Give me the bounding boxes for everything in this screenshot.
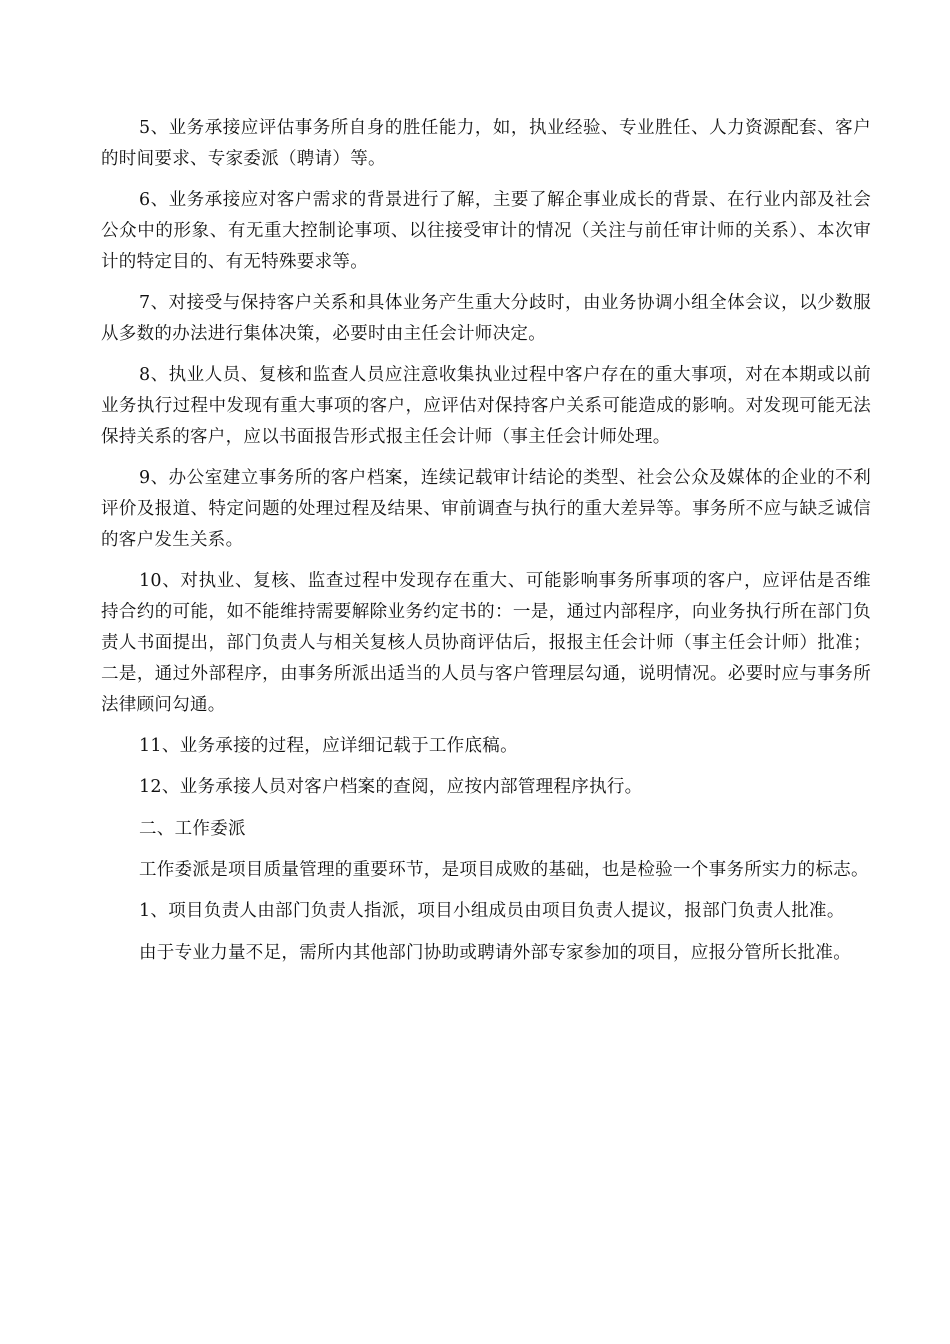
paragraph-item-9: 9、办公室建立事务所的客户档案，连续记载审计结论的类型、社会公众及媒体的企业的不利评价及报道、特定问题的处理过程及结果、审前调查与执行的重大差异等。事务所不应与缺乏诚信的客户发生关系。	[101, 468, 871, 550]
paragraph-item-5: 5、业务承接应评估事务所自身的胜任能力，如，执业经验、专业胜任、人力资源配套、客户的时间要求、专家委派（聘请）等。	[101, 118, 871, 169]
paragraph-item-12: 12、业务承接人员对客户档案的查阅，应按内部管理程序执行。	[139, 777, 643, 798]
section-heading-work-assignment: 二、工作委派	[139, 818, 246, 839]
paragraph-item-11: 11、业务承接的过程，应详细记载于工作底稿。	[139, 735, 518, 756]
paragraph-item-7: 7、对接受与保持客户关系和具体业务产生重大分歧时，由业务协调小组全体会议，以少数服从多数的办法进行集体决策，必要时由主任会计师决定。	[101, 293, 871, 344]
paragraph-intro: 工作委派是项目质量管理的重要环节，是项目成败的基础，也是检验一个事务所实力的标志。	[139, 860, 869, 881]
paragraph-item-10: 10、对执业、复核、监查过程中发现存在重大、可能影响事务所事项的客户，应评估是否维持合约的可能，如不能维持需要解除业务约定书的：一是，通过内部程序，向业务执行所在部门负责人书面提出，部门负责人与相关复核人员协商评估后，报报主任会计师（事主任会计师）批准；二是，通过外部程序，由事务所派出适当的人员与客户管理层勾通，说明情况。必要时应与事务所法律顾问勾通。	[101, 571, 871, 715]
paragraph-external-experts: 由于专业力量不足，需所内其他部门协助或聘请外部专家参加的项目，应报分管所长批准。	[139, 942, 851, 963]
paragraph-item-8: 8、执业人员、复核和监查人员应注意收集执业过程中客户存在的重大事项，对在本期或以前业务执行过程中发现有重大事项的客户，应评估对保持客户关系可能造成的影响。对发现可能无法保持关系的客户，应以书面报告形式报主任会计师（事主任会计师处理。	[101, 365, 871, 447]
document-page	[101, 113, 871, 979]
paragraph-item-6: 6、业务承接应对客户需求的背景进行了解，主要了解企事业成长的背景、在行业内部及社会公众中的形象、有无重大控制论事项、以往接受审计的情况（关注与前任审计师的关系）、本次审计的特定目的、有无特殊要求等。	[101, 190, 871, 272]
paragraph-item-1: 1、项目负责人由部门负责人指派，项目小组成员由项目负责人提议，报部门负责人批准。	[139, 901, 845, 922]
